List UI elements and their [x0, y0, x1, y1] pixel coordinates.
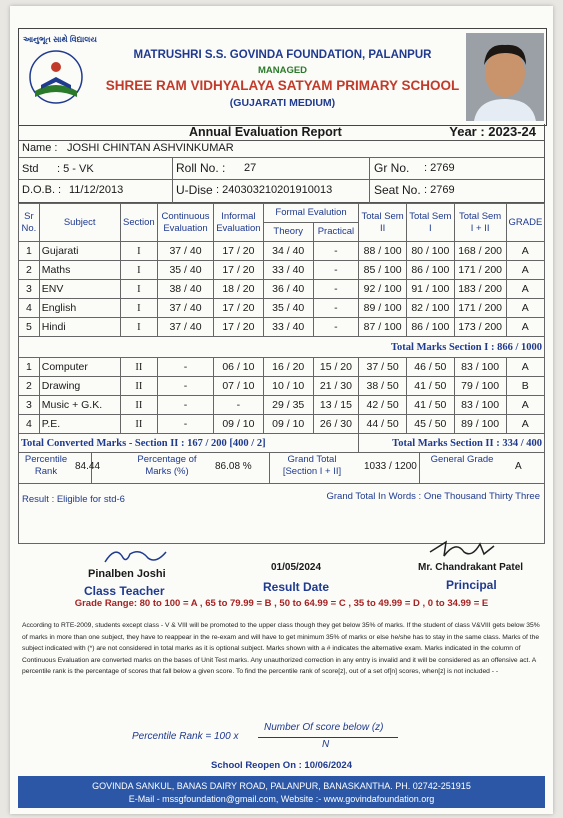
- cell-t2: 89 / 100: [359, 299, 407, 318]
- cell-sr: 2: [19, 377, 40, 396]
- general-grade-label: General Grade: [430, 454, 494, 465]
- cell-subject: Gujarati: [39, 242, 120, 261]
- cell-theory: 29 / 35: [263, 396, 313, 415]
- cell-t1: 86 / 100: [406, 318, 454, 337]
- percentile-formula: [18, 722, 545, 752]
- cell-sr: 3: [19, 396, 40, 415]
- principal-role: Principal: [446, 578, 497, 592]
- col-continuous: Continuous Evaluation: [158, 204, 214, 242]
- cell-prac: -: [313, 242, 359, 261]
- udise-label: U-Dise: [176, 183, 213, 197]
- cell-prac: 21 / 30: [313, 377, 359, 396]
- cell-theory: 35 / 40: [263, 299, 313, 318]
- cell-theory: 16 / 20: [263, 358, 313, 377]
- cell-theory: 36 / 40: [263, 280, 313, 299]
- cell-inf: 07 / 10: [214, 377, 264, 396]
- signature-area: [18, 544, 545, 599]
- cell-inf: 17 / 20: [214, 318, 264, 337]
- cell-t1: 41 / 50: [406, 396, 454, 415]
- cell-prac: 26 / 30: [313, 415, 359, 434]
- section2-rows: [19, 358, 545, 434]
- student-name: JOSHI CHINTAN ASHVINKUMAR: [67, 142, 234, 154]
- cell-cont: -: [158, 377, 214, 396]
- cell-theory: 33 / 40: [263, 318, 313, 337]
- cell-grade: A: [506, 358, 544, 377]
- result-date-label: Result Date: [263, 580, 330, 594]
- cell-t12: 83 / 100: [454, 396, 506, 415]
- teacher-signature-icon: [100, 544, 170, 568]
- name-label: Name :: [22, 142, 58, 154]
- cell-t12: 168 / 200: [454, 242, 506, 261]
- cell-section: II: [120, 358, 157, 377]
- cell-cont: 35 / 40: [158, 261, 214, 280]
- roll-label: Roll No. :: [176, 161, 226, 175]
- cell-cont: 37 / 40: [158, 318, 214, 337]
- dob-label: D.O.B. :: [22, 184, 62, 196]
- medium-label: (GUJARATI MEDIUM): [229, 97, 336, 109]
- col-total-sem12: Total Sem I + II: [454, 204, 506, 242]
- col-informal: Informal Evaluation: [214, 204, 264, 242]
- percentile-value: 84.44: [75, 461, 101, 472]
- cell-prac: 15 / 20: [313, 358, 359, 377]
- table-row: [19, 358, 545, 377]
- std-value: : 5 - VK: [57, 163, 94, 175]
- col-formal: Formal Evalution: [263, 204, 358, 223]
- cell-theory: 33 / 40: [263, 261, 313, 280]
- cell-grade: A: [506, 280, 544, 299]
- fraction-bar: [258, 737, 398, 738]
- grade-range: Grade Range: 80 to 100 = A , 65 to 79.99 = B , 50 to 64.99 = C , 35 to 49.99 = D , 0 to 34.99 = E: [74, 598, 489, 609]
- result-block: [18, 484, 545, 544]
- cell-grade: A: [506, 318, 544, 337]
- cell-subject: Drawing: [39, 377, 120, 396]
- teacher-role: Class Teacher: [84, 584, 165, 598]
- table-row: [19, 242, 545, 261]
- cell-section: I: [120, 318, 157, 337]
- cell-grade: A: [506, 299, 544, 318]
- cell-t12: 171 / 200: [454, 261, 506, 280]
- result-text: Result : Eligible for std-6: [22, 494, 125, 505]
- cell-section: I: [120, 261, 157, 280]
- cell-section: I: [120, 242, 157, 261]
- cell-cont: 38 / 40: [158, 280, 214, 299]
- cell-inf: 17 / 20: [214, 242, 264, 261]
- cell-inf: 09 / 10: [214, 415, 264, 434]
- cell-inf: 06 / 10: [214, 358, 264, 377]
- foundation-name: MATRUSHRI S.S. GOVINDA FOUNDATION, PALANPUR: [133, 49, 432, 61]
- cell-t1: 45 / 50: [406, 415, 454, 434]
- cell-subject: Music + G.K.: [39, 396, 120, 415]
- cell-t1: 80 / 100: [406, 242, 454, 261]
- cell-theory: 10 / 10: [263, 377, 313, 396]
- col-theory: Theory: [263, 223, 313, 242]
- col-grade: GRADE: [506, 204, 544, 242]
- cell-section: II: [120, 415, 157, 434]
- managed-label: MANAGED: [257, 65, 308, 76]
- percentage-value: 86.08 %: [215, 461, 252, 472]
- cell-inf: -: [214, 396, 264, 415]
- std-label: Std: [22, 163, 39, 175]
- cell-sr: 1: [19, 242, 40, 261]
- school-header: [18, 28, 547, 126]
- cell-grade: A: [506, 261, 544, 280]
- title-bar: [18, 124, 545, 141]
- cell-grade: B: [506, 377, 544, 396]
- col-sr: Sr No.: [19, 204, 40, 242]
- dob-value: 11/12/2013: [69, 184, 124, 196]
- rules-notes: According to RTE-2009, students except class - V & VIII will be promoted to the upper class though they get below 35% of marks. If the student of class V&VIII gets below 35% of marks in more than one subject, they have to reappear in the re-exam and will have to get minimum 35% of marks or else he/she has to stay in the same class. Marks of the subject indicated with (*) are not considered in total marks as it is optional subject. Marks shown with a # indicates the alternative exam. Marks indicated in the column of Continuous Evaluation are converted marks on the bases of Unit Test marks. Any unauthorized correction in any entry is invalid and it will be considered as an offensive act. A percentile rank is the percentage of scores that fall below a given score. To find the percentile rank of score[z], out of a set of[n] scores, when[z] is not included - -: [22, 622, 540, 675]
- gr-value: : 2769: [424, 162, 455, 174]
- cell-t2: 44 / 50: [359, 415, 407, 434]
- formula-lhs: Percentile Rank = 100 x: [132, 731, 239, 742]
- cell-t1: 86 / 100: [406, 261, 454, 280]
- report-card: [10, 6, 553, 814]
- cell-t2: 42 / 50: [359, 396, 407, 415]
- grand-total-value: 1033 / 1200: [364, 461, 417, 472]
- percentage-label: Percentage of Marks (%): [137, 454, 197, 477]
- cell-prac: -: [313, 299, 359, 318]
- cell-t12: 83 / 100: [454, 358, 506, 377]
- cell-subject: Hindi: [39, 318, 120, 337]
- cell-t2: 38 / 50: [359, 377, 407, 396]
- udise-value: : 240303210201910013: [216, 184, 333, 196]
- cell-t2: 37 / 50: [359, 358, 407, 377]
- cell-sr: 4: [19, 415, 40, 434]
- formula-numerator: Number Of score below (z): [264, 722, 384, 733]
- cell-inf: 17 / 20: [214, 299, 264, 318]
- col-total-sem1: Total Sem I: [406, 204, 454, 242]
- cell-t2: 88 / 100: [359, 242, 407, 261]
- academic-year: Year : 2023-24: [449, 124, 536, 139]
- converted-total: Total Converted Marks - Section II : 167 / 200 [400 / 2]: [19, 434, 359, 453]
- footer-contact: E-Mail - mssgfoundation@gmail.com, Website :- www.govindafoundation.org: [128, 794, 435, 804]
- section1-rows: [19, 242, 545, 337]
- table-row: [19, 280, 545, 299]
- cell-t12: 183 / 200: [454, 280, 506, 299]
- table-row: [19, 396, 545, 415]
- grand-total-words: Grand Total In Words : One Thousand Thirty Three: [326, 491, 540, 502]
- report-title: Annual Evaluation Report: [189, 125, 342, 139]
- school-reopen: School Reopen On : 10/06/2024: [211, 760, 352, 771]
- cell-cont: 37 / 40: [158, 242, 214, 261]
- teacher-name: Pinalben Joshi: [88, 568, 166, 580]
- cell-grade: A: [506, 242, 544, 261]
- col-subject: Subject: [39, 204, 120, 242]
- table-row: [19, 318, 545, 337]
- section2-total: Total Marks Section II : 334 / 400: [359, 434, 545, 453]
- student-info: [18, 141, 545, 203]
- cell-t2: 92 / 100: [359, 280, 407, 299]
- school-name: SHREE RAM VIDHYALAYA SATYAM PRIMARY SCHOOL: [105, 78, 460, 93]
- cell-t1: 82 / 100: [406, 299, 454, 318]
- table-row: [19, 261, 545, 280]
- cell-t12: 171 / 200: [454, 299, 506, 318]
- cell-theory: 34 / 40: [263, 242, 313, 261]
- principal-signature-icon: [426, 536, 496, 562]
- cell-section: I: [120, 280, 157, 299]
- grand-total-label: Grand Total [Section I + II]: [282, 454, 342, 477]
- cell-inf: 18 / 20: [214, 280, 264, 299]
- table-row: [19, 377, 545, 396]
- cell-cont: 37 / 40: [158, 299, 214, 318]
- cell-cont: -: [158, 415, 214, 434]
- col-practical: Practical: [313, 223, 359, 242]
- col-total-sem2: Total Sem II: [359, 204, 407, 242]
- cell-t12: 79 / 100: [454, 377, 506, 396]
- cell-t1: 91 / 100: [406, 280, 454, 299]
- cell-t1: 46 / 50: [406, 358, 454, 377]
- cell-prac: 13 / 15: [313, 396, 359, 415]
- result-date: 01/05/2024: [271, 562, 322, 573]
- cell-subject: Maths: [39, 261, 120, 280]
- cell-section: I: [120, 299, 157, 318]
- table-row: [19, 299, 545, 318]
- cell-sr: 4: [19, 299, 40, 318]
- cell-section: II: [120, 377, 157, 396]
- cell-prac: -: [313, 261, 359, 280]
- cell-t12: 173 / 200: [454, 318, 506, 337]
- roll-value: 27: [244, 162, 257, 174]
- cell-cont: -: [158, 358, 214, 377]
- cell-t1: 41 / 50: [406, 377, 454, 396]
- col-section: Section: [120, 204, 157, 242]
- cell-subject: Computer: [39, 358, 120, 377]
- cell-section: II: [120, 396, 157, 415]
- cell-theory: 09 / 10: [263, 415, 313, 434]
- cell-subject: ENV: [39, 280, 120, 299]
- cell-prac: -: [313, 280, 359, 299]
- percentile-label: Percentile Rank: [24, 454, 68, 477]
- cell-grade: A: [506, 415, 544, 434]
- gr-label: Gr No.: [374, 161, 410, 175]
- cell-t12: 89 / 100: [454, 415, 506, 434]
- cell-t2: 87 / 100: [359, 318, 407, 337]
- section1-total: Total Marks Section I : 866 / 1000: [19, 337, 545, 358]
- seat-label: Seat No.: [374, 183, 421, 197]
- table-row: [19, 415, 545, 434]
- footer-address: GOVINDA SANKUL, BANAS DAIRY ROAD, PALANPUR, BANASKANTHA. PH. 02742-251915: [92, 781, 471, 791]
- formula-denominator: N: [322, 739, 330, 750]
- logo-caption: આનુભૂત સાથે વિદ્યાલય: [23, 35, 97, 44]
- summary-row: [18, 452, 545, 484]
- general-grade-value: A: [515, 461, 522, 472]
- principal-name: Mr. Chandrakant Patel: [418, 562, 524, 573]
- cell-grade: A: [506, 396, 544, 415]
- cell-sr: 2: [19, 261, 40, 280]
- cell-prac: -: [313, 318, 359, 337]
- cell-t2: 85 / 100: [359, 261, 407, 280]
- student-photo: [466, 33, 544, 121]
- seat-value: : 2769: [424, 184, 455, 196]
- cell-subject: English: [39, 299, 120, 318]
- cell-inf: 17 / 20: [214, 261, 264, 280]
- cell-subject: P.E.: [39, 415, 120, 434]
- cell-sr: 5: [19, 318, 40, 337]
- cell-sr: 1: [19, 358, 40, 377]
- footer: [18, 776, 545, 808]
- cell-cont: -: [158, 396, 214, 415]
- cell-sr: 3: [19, 280, 40, 299]
